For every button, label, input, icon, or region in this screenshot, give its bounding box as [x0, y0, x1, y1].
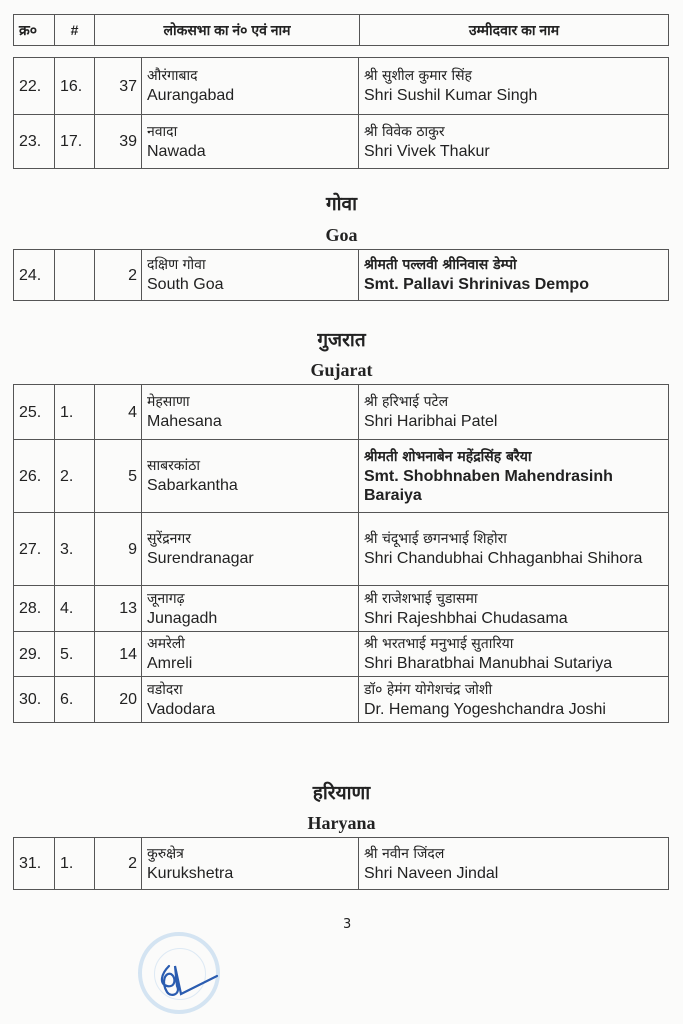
constituency-cell: [142, 385, 359, 440]
haryana-table: [13, 837, 669, 890]
constituency-english: Amreli: [147, 655, 193, 672]
sr-cell: 25.: [14, 385, 55, 440]
candidate-hindi: श्री राजेशभाई चुडासमा: [364, 590, 478, 607]
candidate-english: Shri Bharatbhai Manubhai Sutariya: [364, 655, 613, 672]
candidate-hindi: श्रीमती शोभनाबेन महेंद्रसिंह बरैया: [364, 448, 532, 465]
sr-cell: 27.: [14, 513, 55, 586]
constituency-cell: [142, 838, 359, 890]
constituency-hindi: सुरेंद्रनगर: [147, 531, 192, 547]
pc-no-cell: 39: [95, 115, 142, 169]
pc-no-cell: 2: [95, 250, 142, 301]
constituency-cell: [142, 250, 359, 301]
table-row: [14, 385, 669, 440]
num-cell: 6.: [55, 677, 95, 723]
num-cell: 2.: [55, 440, 95, 513]
candidate-cell: [359, 250, 669, 301]
constituency-hindi: अमरेली: [147, 636, 185, 652]
num-cell: [55, 250, 95, 301]
state-title-hindi-goa: गोवा: [325, 193, 358, 215]
sr-cell: 23.: [14, 115, 55, 169]
constituency-cell: [142, 513, 359, 586]
candidate-hindi: श्री भरतभाई मनुभाई सुतारिया: [364, 636, 514, 652]
pc-no-cell: 14: [95, 632, 142, 677]
constituency-hindi: दक्षिण गोवा: [147, 257, 206, 273]
candidate-cell: [359, 632, 669, 677]
signature-icon: [155, 960, 225, 1000]
sr-cell: 29.: [14, 632, 55, 677]
header-sr: क्र०: [14, 15, 55, 46]
candidate-english: Shri Sushil Kumar Singh: [364, 87, 538, 104]
constituency-english: South Goa: [147, 276, 224, 293]
sr-cell: 30.: [14, 677, 55, 723]
candidate-hindi: श्री हरिभाई पटेल: [364, 394, 449, 410]
constituency-cell: [142, 58, 359, 115]
sr-cell: 22.: [14, 58, 55, 115]
candidate-english: Shri Rajeshbhai Chudasama: [364, 609, 568, 627]
table-row: [14, 838, 669, 890]
candidate-cell: [359, 115, 669, 169]
candidate-cell: [359, 385, 669, 440]
candidate-cell: [359, 838, 669, 890]
table-row: [14, 58, 669, 115]
table-row: [14, 677, 669, 723]
constituency-cell: [142, 632, 359, 677]
constituency-hindi: नवादा: [147, 123, 178, 140]
table-row: [14, 513, 669, 586]
column-header-table: [13, 14, 669, 46]
candidate-english: Shri Naveen Jindal: [364, 864, 499, 882]
sr-cell: 28.: [14, 586, 55, 632]
candidate-hindi: श्री नवीन जिंदल: [364, 845, 445, 862]
constituency-cell: [142, 115, 359, 169]
constituency-english: Junagadh: [147, 609, 218, 627]
continued-table: [13, 57, 669, 169]
constituency-cell: [142, 677, 359, 723]
state-title-english-gujarat: Gujarat: [310, 360, 373, 380]
constituency-cell: [142, 586, 359, 632]
num-cell: 3.: [55, 513, 95, 586]
candidate-english: Shri Vivek Thakur: [364, 142, 490, 160]
constituency-english: Kurukshetra: [147, 864, 234, 882]
candidate-cell: [359, 58, 669, 115]
candidate-english: Shri Chandubhai Chhaganbhai Shihora: [364, 550, 643, 567]
pc-no-cell: 13: [95, 586, 142, 632]
header-candidate: उम्मीदवार का नाम: [360, 15, 669, 46]
page-number: 3: [343, 917, 352, 932]
sr-cell: 31.: [14, 838, 55, 890]
constituency-hindi: कुरुक्षेत्र: [147, 845, 184, 862]
num-cell: 16.: [55, 58, 95, 115]
candidate-hindi: डॉ० हेमंग योगेशचंद्र जोशी: [364, 681, 493, 698]
pc-no-cell: 20: [95, 677, 142, 723]
constituency-cell: [142, 440, 359, 513]
candidate-hindi: श्री सुशील कुमार सिंह: [364, 68, 472, 84]
state-title-english-goa: Goa: [325, 225, 358, 245]
pc-no-cell: 2: [95, 838, 142, 890]
pc-no-cell: 4: [95, 385, 142, 440]
candidate-hindi: श्रीमती पल्लवी श्रीनिवास डेम्पो: [364, 257, 517, 273]
num-cell: 4.: [55, 586, 95, 632]
constituency-hindi: वडोदरा: [147, 681, 183, 698]
candidate-english: Shri Haribhai Patel: [364, 413, 498, 430]
pc-no-cell: 5: [95, 440, 142, 513]
goa-table: [13, 249, 669, 301]
table-row: [14, 586, 669, 632]
constituency-hindi: मेहसाणा: [147, 394, 190, 410]
num-cell: 17.: [55, 115, 95, 169]
constituency-english: Sabarkantha: [147, 477, 238, 494]
candidate-english: Smt. Shobhnaben Mahendrasinh Baraiya: [364, 467, 613, 504]
candidate-hindi: श्री विवेक ठाकुर: [364, 123, 445, 140]
table-row: [14, 115, 669, 169]
candidate-hindi: श्री चंदूभाई छगनभाई शिहोरा: [364, 531, 507, 547]
table-row: [14, 440, 669, 513]
state-title-hindi-haryana: हरियाणा: [312, 782, 371, 804]
constituency-hindi: साबरकांठा: [147, 458, 200, 474]
pc-no-cell: 37: [95, 58, 142, 115]
gujarat-table: [13, 384, 669, 723]
candidate-cell: [359, 440, 669, 513]
num-cell: 1.: [55, 385, 95, 440]
table-row: [14, 632, 669, 677]
pc-no-cell: 9: [95, 513, 142, 586]
constituency-english: Vadodara: [147, 700, 216, 718]
num-cell: 5.: [55, 632, 95, 677]
candidate-english: Dr. Hemang Yogeshchandra Joshi: [364, 700, 606, 718]
constituency-english: Aurangabad: [147, 87, 235, 104]
header-hash: #: [55, 15, 95, 46]
state-title-english-haryana: Haryana: [307, 813, 376, 833]
num-cell: 1.: [55, 838, 95, 890]
table-row: [14, 250, 669, 301]
candidate-cell: [359, 677, 669, 723]
header-constituency: लोकसभा का नं० एवं नाम: [95, 15, 360, 46]
state-title-hindi-gujarat: गुजरात: [317, 329, 366, 351]
constituency-hindi: जूनागढ़: [147, 590, 185, 607]
candidate-english: Smt. Pallavi Shrinivas Dempo: [364, 276, 589, 293]
constituency-hindi: औरंगाबाद: [147, 68, 198, 84]
sr-cell: 24.: [14, 250, 55, 301]
constituency-english: Surendranagar: [147, 550, 254, 567]
candidate-cell: [359, 586, 669, 632]
constituency-english: Mahesana: [147, 413, 222, 430]
candidate-cell: [359, 513, 669, 586]
constituency-english: Nawada: [147, 142, 206, 160]
sr-cell: 26.: [14, 440, 55, 513]
